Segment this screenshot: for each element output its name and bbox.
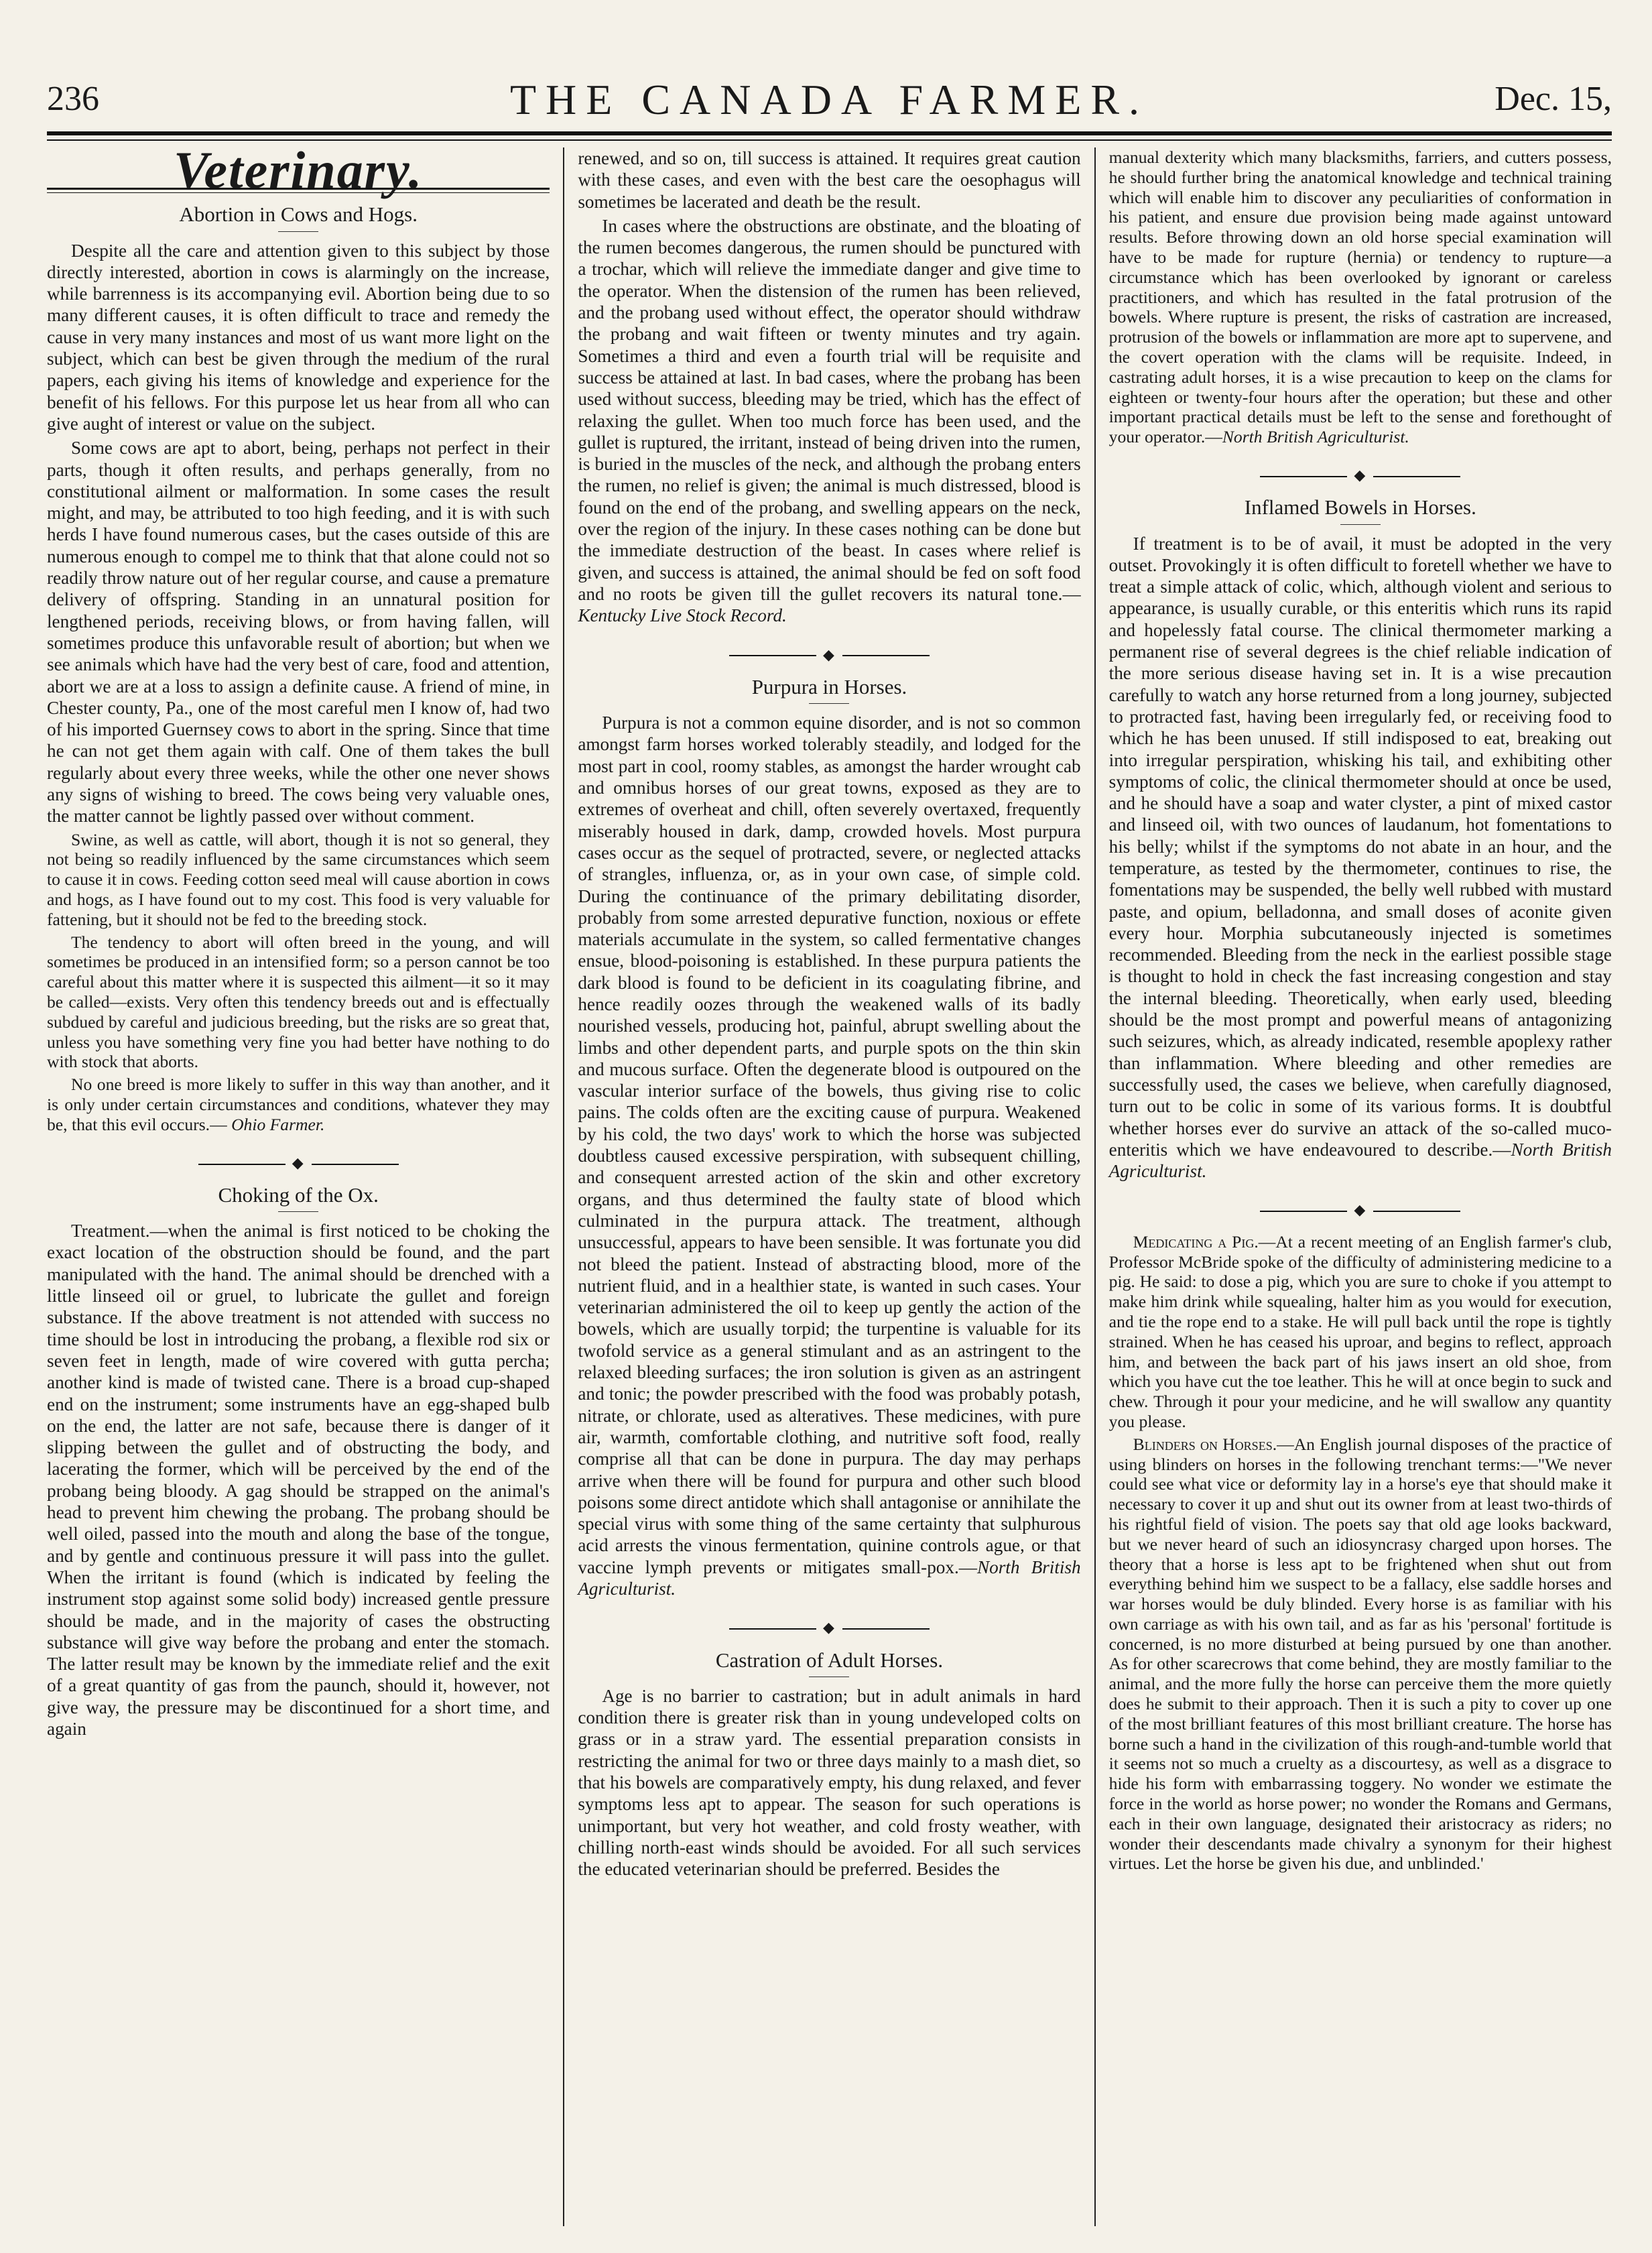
divider-ornament: ◆ (47, 1152, 550, 1174)
paragraph: If treatment is to be of avail, it must be adopted in the very outset. Provokingly it is often difficult to foretell whether we have to treat a simple attack of colic, which, although violent and serious to appearance, is usually curable, or this enteritis which runs its rapid and hopelessly fatal course. The clinical thermometer marking a permanent rise of several degrees is the chief reliable indication of the more serious disease having set in. It is a wise precaution carefully to watch any horse returned from a long journey, subjected to protracted fast, having been irregularly fed, or receiving food to which he has been unused. If still indisposed to eat, breaking out into irregular perspiration, whisking his tail, and exhibiting other symptoms of colic, the clinical thermometer should at once be used, and he should have a soap and water clyster, a pint of mixed castor and linseed oil, with two ounces of laudanum, hot fomentations to his belly; whilst if the symptoms do not abate in an hour, and the temperature, as tested by the thermometer, continues to rise, the fomentations may be suspended, the belly well rubbed with mustard paste, and opium, belladonna, and small doses of aconite given every hour. Morphia subcutaneously injected is sometimes recommended. Bleeding from the neck in the earliest possible stage is thought to hold in check the fast increasing congestion and stay the internal bleeding. Theoretically, when early used, bleeding should be the most prompt and powerful means of antagonizing such seizures, which, as already indicated, resemble apoplexy rather than inflammation. Where bleeding and other remedies are successfully used, the cases we believe, when carefully diagnosed, turn out to be colic in some of its various forms. It is doubtful whether horses ever do survive an attack of the so-called muco-enteritis which we have endeavoured to describe.—North British Agriculturist. (1108, 533, 1612, 1182)
paragraph: Swine, as well as cattle, will abort, though it is not so general, they not being so readily influenced by the same circumstances which seem to cause it in cows. Feeding cotton seed meal will cause abortion in cows and hogs, as I have found out to my cost. This food is very valuable for fattening, but it should not be fed to the breeding stock. (47, 829, 550, 929)
paragraph: renewed, and so on, till success is attained. It requires great caution with these cases, and even with the best care the oesophagus will sometimes be lacerated and death be the result. (578, 148, 1081, 212)
column-2 (563, 147, 1094, 2226)
article-source: North British Agriculturist. (1222, 427, 1409, 447)
newspaper-title: THE CANADA FARMER. (509, 76, 1149, 123)
masthead-rule-thin (47, 139, 1612, 141)
article-source: North British Agriculturist. (1108, 1139, 1612, 1182)
column-3 (1094, 147, 1612, 2226)
paragraph-blinders: Blinders on Horses.—An English journal disposes of the practice of using blinders on horses in the following trenchant terms:—"We never could see what vice or deformity lay in a horse's eye that should make it necessary to cover it up and shut out its owner from at least two-thirds of his rightful field of vision. The poets say that old age looks backward, but we never heard of such an idiosyncrasy charged upon horses. The theory that a horse is less apt to be frightened when shut out from everything behind him we suspect to be a fallacy, else saddle horses and war horses would be duly blinded. Every horse is as familiar with his own carriage as with his own tail, and as far as his 'personal' fortitude is concerned, is no more disturbed at being pursued by one than another. As for other scarecrows that come behind, they are mostly familiar to the animal, and the more fully the horse can perceive them the more quietly does he submit to their approach. Then it is such a pity to cover up one of the most brilliant features of this most brilliant creature. The horse has borne such a hand in the civilization of this rough-and-tumble world that it seems not so much a cruelty as a discourtesy, as well as a disgrace to hide his form with embarrassing toggery. No wonder we estimate the force in the world as horse power; no wonder the Romans and Germans, each in their own language, designated their aristocracy as riders; no wonder their descendants made chivalry a synonym for their highest virtues. Let the horse be given his due, and unblinded.' (1108, 1434, 1612, 1874)
paragraph: Treatment.—when the animal is first noticed to be choking the exact location of the obstruction should be found, and the part manipulated with the hand. The animal should be drenched with a little linseed oil or gruel, to lubricate the gullet and foreign substance. If the above treatment is not attended with success no time should be lost in introducing the probang, a flexible rod six or seven feet in length, made of wire covered with gutta percha; another kind is made of twisted cane. There is a broad cup-shaped end on the instrument; some instruments have an egg-shaped bulb on the end, the latter are not safe, because there is danger of it slipping between the gullet and of obstructing the body, and lacerating the former, which will be perceived by the end of the probang being bloody. A gag should be strapped on the animal's head to prevent him chewing the probang. The probang should be well oiled, passed into the mouth and along the base of the tongue, and by gentle and continuous pressure it will pass into the gullet. When the irritant is found (which is indicated by feeling the instrument stop against some solid body) increased gentle pressure should be made, and in the majority of cases the obstructing substance will give way before the probang and enter the stomach. The latter result may be known by the immediate relief and the exit of a great quantity of gas from the paunch, should it, however, not give way, the pressure may be discontinued for a short time, and again (47, 1221, 550, 1739)
paragraph: Age is no barrier to castration; but in adult animals in hard condition there is greater risk than in young undeveloped colts on grass or in a straw yard. The essential preparation consists in restricting the animal for two or three days mainly to a mash diet, so that his bowels are comparatively empty, his dung relaxed, and fever symptoms less apt to appear. The season for such operations is unimportant, but very hot weather, and cold frosty weather, with chilling north-east winds should be avoided. For all such services the educated veterinarian should be preferred. Besides the (578, 1685, 1081, 1880)
article-source: North British Agriculturist. (578, 1557, 1081, 1599)
divider-ornament: ◆ (1109, 1199, 1612, 1221)
paragraph: The tendency to abort will often breed in the young, and will sometimes be produced in an intensified form; so a person cannot be too careful about this matter where it is suspected this ailment—it so it may be called—exists. Very often this tendency breeds out and is effectually subdued by careful and judicious breeding, but the risks are so great that, unless you have something very fine you had better have nothing to do with stock that aborts. (47, 932, 550, 1072)
paragraph-medicating-pig: Medicating a Pig.—At a recent meeting of an English farmer's club, Professor McBride spoke of the difficulty of administering medicine to a pig. He said: to dose a pig, which you are sure to choke if you attempt to make him drink while squealing, halter him as you would for execution, and tie the rope end to a stake. He will pull back until the rope is tightly strained. When he has ceased his uproar, and begins to reflect, approach him, and between the back part of his jaws insert an old shoe, from which you have cut the toe leather. This he will at once begin to suck and chew. Through it pour your medicine, and he will swallow any quantity you please. (1108, 1231, 1612, 1431)
section-title: Veterinary. (174, 147, 424, 199)
paragraph-lead: Medicating a Pig. (1133, 1231, 1259, 1252)
article-title-inflamed-bowels: Inflamed Bowels in Horses. (1109, 497, 1612, 524)
article-source: Kentucky Live Stock Record. (578, 605, 787, 626)
issue-date: Dec. 15, (1495, 80, 1612, 118)
divider-ornament: ◆ (578, 644, 1080, 666)
article-title-purpura: Purpura in Horses. (578, 676, 1080, 704)
masthead (47, 76, 1612, 133)
page-number: 236 (47, 80, 99, 118)
columns (47, 147, 1612, 2226)
paragraph-lead: Blinders on Horses. (1133, 1434, 1277, 1454)
article-title-castration: Castration of Adult Horses. (578, 1650, 1080, 1677)
paragraph: manual dexterity which many blacksmiths, farriers, and cutters possess, he should further bring the anatomical knowledge and technical training which will enable him to discover any peculiarities of conformation in his patient, and ensure due provision being made against untoward results. Before throwing down an old horse special examination will have to be made for rupture (hernia) or tendency to rupture—a circumstance which has been overlooked by ignorant or careless practitioners, and which has resulted in the fatal protrusion of the bowels. Where rupture is present, the risks of castration are increased, protrusion of the bowels or inflammation are more apt to supervene, and the covert operation with the clams will be requisite. Indeed, in castrating adult horses, it is a wise precaution to keep on the clams for eighteen or twenty-four hours after the operation; but these and other important practical details must be left to the sense and forethought of your operator.—North British Agriculturist. (1108, 147, 1612, 447)
paragraph: In cases where the obstructions are obstinate, and the bloating of the rumen becomes dangerous, the rumen should be punctured with a trochar, which will relieve the immediate danger and give time to the operator. When the distension of the rumen has been relieved, and the probang used without effect, the operator should withdraw the probang and wait fifteen or twenty minutes and try again. Sometimes a third and even a fourth trial will be requisite and success be attained at last. In bad cases, where the probang has been used without success, bleeding may be tried, which has the effect of relaxing the gullet. When too much force has been used, and the gullet is ruptured, the irritant, instead of being driven into the rumen, is buried in the muscles of the neck, and although the probang enters the rumen, no relief is given; the animal is much distressed, blood is found on the end of the probang, and swelling appears on the neck, over the region of the injury. In these cases nothing can be done but the immediate destruction of the beast. In cases where relief is given, and success is attained, the animal should be fed on soft food and no roots be given till the gullet recovers its natural tone.—Kentucky Live Stock Record. (578, 215, 1081, 626)
masthead-rule-thick (47, 131, 1612, 135)
column-1 (47, 147, 563, 2226)
article-title-choking: Choking of the Ox. (47, 1184, 550, 1212)
article-title-abortion: Abortion in Cows and Hogs. (47, 204, 550, 231)
article-source: Ohio Farmer. (231, 1114, 325, 1134)
paragraph: No one breed is more likely to suffer in this way than another, and it is only under certain circumstances and conditions, whatever they may be, that this evil occurs.— Ohio Farmer. (47, 1075, 550, 1134)
paragraph: Purpura is not a common equine disorder, and is not so common amongst farm horses worked tolerably steadily, and lodged for the most part in cool, roomy stables, as amongst the harder wrought cab and omnibus horses of our great towns, exposed as they are to extremes of overheat and chill, often severely overtaxed, frequently miserably housed in dark, damp, crowded hovels. Most purpura cases occur as the sequel of protracted, severe, or neglected attacks of strangles, influenza, or, as in your own case, of simple cold. During the continuance of the primary debilitating disorder, probably from some arrested depurative function, noxious or effete materials accumulate in the system, so called fermentative changes ensue, blood-poisoning is established. In these purpura patients the dark blood is found to be deficient in its coagulating fibrine, and hence readily oozes through the weakened walls of its badly nourished vessels, producing hot, painful, abrupt swelling about the limbs and other dependent parts, and purple spots on the thin skin and mucous surface. Often the degenerate blood is outpoured on the vascular interior surface of the bowels, thus giving rise to colic pains. The colds often are the exciting cause of purpura. Weakened by his cold, the two days' work to which the horse was subjected doubtless caused excessive perspiration, with subsequent chilling, and consequent arrested action of the skin and other excretory organs, and thus determined the faulty state of blood which culminated in the purpura attack. The treatment, although unsuccessful, appears to have been sensible. It was fortunate you did not bleed the patient. Instead of abstracting blood, more of the nutrient fluid, and in a healthier state, is wanted in such cases. Your veterinarian administered the oil to keep up gently the action of the bowels, which are usually torpid; the turpentine is valuable for its twofold service as a general stimulant and as an astringent to the relaxed bleeding surfaces; the iron solution is given as an astringent and tonic; the powder prescribed with the food was probably potash, nitrate, or chlorate, used as alteratives. These medicines, with pure air, warmth, comfortable clothing, and nutritive soft food, really comprise all that can be done in purpura. The day may perhaps arrive when there will be found for purpura and other such blood poisons some direct antidote which shall antagonise or annihilate the special virus with some thing of the same certainty that sulphurous acid arrests the vinous fermentation, quinine controls ague, or that vaccine lymph prevents or mitigates small-pox.—North British Agriculturist. (578, 713, 1081, 1599)
paragraph: Some cows are apt to abort, being, perhaps not perfect in their parts, though it often results, and perhaps generally, from no constitutional ailment or malformation. In some cases the result might, and may, be attributed to too high feeding, and it is with such herds I have found numerous cases, but the cases outside of this are numerous enough to compel me to think that that alone could not so readily throw nature out of her regular course, and cause a premature delivery of offspring. Standing in an unnatural position for lengthened periods, receiving blows, or from having fallen, will sometimes produce this unfavorable result of abortion; but when we see animals which have had the very best of care, food and attention, abort we are at a loss to assign a definite cause. A friend of mine, in Chester county, Pa., one of the most careful men I know of, had two of his imported Guernsey cows to abort in the spring. Since that time he can not get them again with calf. One of them takes the bull regularly about every three weeks, while the other one never shows any signs of wishing to breed. The cows being very valuable ones, the matter cannot be lightly passed over without comment. (47, 438, 550, 827)
paragraph: Despite all the care and attention given to this subject by those directly interested, abortion in cows is alarmingly on the increase, while barrenness is its accompanying evil. Abortion being due to so many different causes, it is often difficult to trace and remedy the cause in very many instances and most of us want more light on the subject, which can best be given through the medium of the rural papers, each giving his items of knowledge and experience for the benefit of his fellows. For this purpose let us hear from all who can give aught of interest or value on the subject. (47, 240, 550, 434)
divider-ornament: ◆ (578, 1617, 1080, 1638)
divider-ornament: ◆ (1109, 465, 1612, 486)
